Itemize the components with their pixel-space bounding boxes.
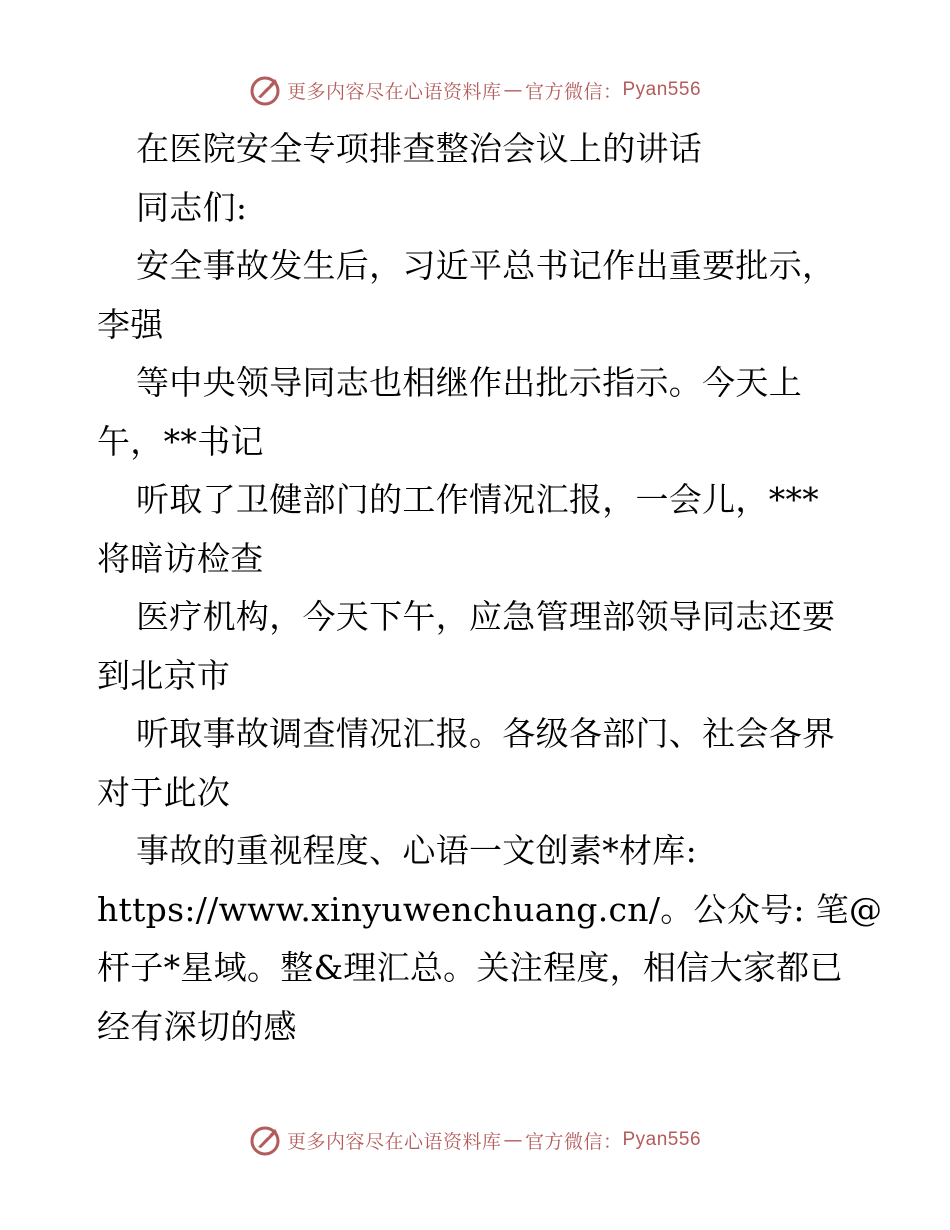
paragraph-line: 听取了卫健部门的工作情况汇报，一会儿，*** bbox=[136, 480, 820, 519]
paragraph-line: 午，**书记 bbox=[97, 421, 264, 461]
document-title: 在医院安全专项排查整治会议上的讲话 bbox=[136, 129, 703, 168]
bottom-watermark-banner bbox=[0, 1120, 950, 1160]
paragraph-line: 将暗访检查 bbox=[97, 538, 264, 578]
paragraph-line: 事故的重视程度、心语一文创素*材库: bbox=[136, 831, 698, 870]
watermark-dash: — bbox=[503, 1129, 523, 1151]
paragraph-line: 等中央领导同志也相继作出批示指示。今天上 bbox=[136, 363, 802, 402]
watermark-text-a: 更多内容尽在心语资料库 bbox=[286, 1130, 502, 1153]
feather-circle-logo-icon bbox=[249, 73, 283, 107]
paragraph-line: 经有深切的感 bbox=[97, 1006, 297, 1046]
paragraph-line: 李强 bbox=[97, 304, 164, 344]
document-body bbox=[97, 120, 883, 1056]
watermark-dash: — bbox=[503, 79, 523, 101]
watermark-text-a: 更多内容尽在心语资料库 bbox=[286, 80, 502, 103]
paragraph-line: 听取事故调查情况汇报。各级各部门、社会各界 bbox=[136, 714, 836, 753]
paragraph-line: 对于此次 bbox=[97, 772, 231, 812]
top-watermark-banner bbox=[0, 70, 950, 110]
feather-circle-logo-icon bbox=[249, 1123, 283, 1157]
paragraph-line: 到北京市 bbox=[97, 655, 231, 695]
watermark-text-b: 官方微信： bbox=[524, 80, 623, 103]
watermark-handle: Pyan556 bbox=[622, 79, 702, 100]
watermark-handle: Pyan556 bbox=[622, 1129, 702, 1150]
paragraph-line: 杆子*星域。整&理汇总。关注程度，相信大家都已 bbox=[97, 948, 843, 987]
watermark-text-b: 官方微信： bbox=[524, 1130, 623, 1153]
url-line: https://www.xinyuwenchuang.cn/。公众号: 笔@ bbox=[97, 889, 883, 929]
paragraph-line: 安全事故发生后，习近平总书记作出重要批示， bbox=[136, 246, 836, 285]
salutation: 同志们: bbox=[136, 187, 248, 227]
paragraph-line: 医疗机构，今天下午，应急管理部领导同志还要 bbox=[136, 597, 836, 636]
